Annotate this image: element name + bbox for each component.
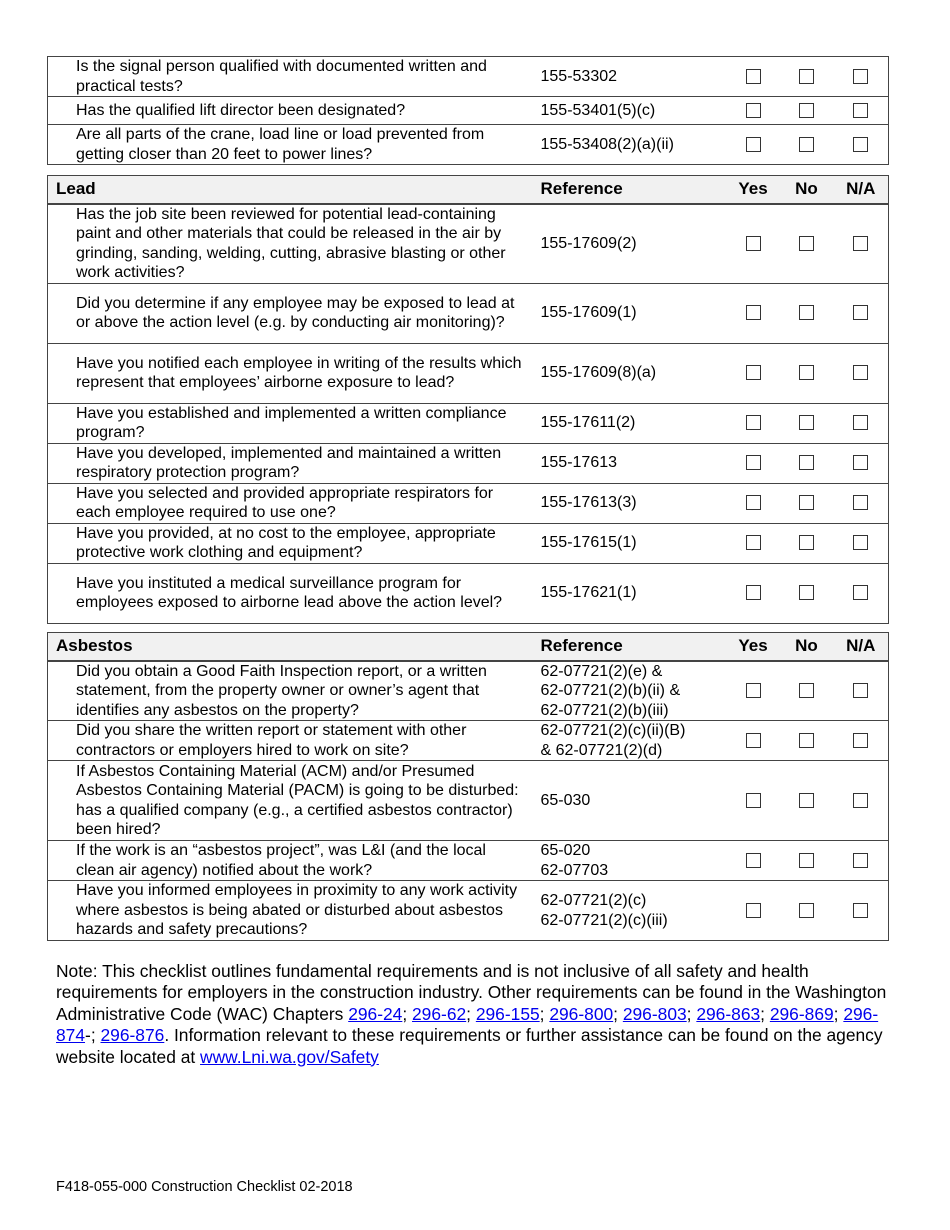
reference-cell [535,661,727,721]
yes-checkbox[interactable] [746,733,761,748]
wac-chapter-link[interactable]: 296-874 [56,1003,879,1046]
link-separator: ; [466,1003,476,1024]
na-checkbox-cell [834,57,889,97]
yes-checkbox-cell [727,483,780,523]
na-checkbox-cell [834,343,889,403]
yes-checkbox[interactable] [746,455,761,470]
checklist-row [48,283,889,343]
yes-checkbox-cell [727,125,780,165]
no-checkbox[interactable] [799,69,814,84]
yes-checkbox[interactable] [746,535,761,550]
na-column-header: N/A [834,176,889,204]
yes-column-header: Yes [727,633,780,661]
na-checkbox-cell [834,403,889,443]
na-checkbox[interactable] [853,415,868,430]
checklist-row [48,881,889,941]
form-footer-id: F418-055-000 Construction Checklist 02-2018 [56,1179,353,1195]
no-checkbox-cell [780,661,834,721]
category-heading: Lead [48,176,535,204]
yes-checkbox-cell [727,343,780,403]
no-checkbox[interactable] [799,236,814,251]
reference-cell: 155-17613 [535,443,727,483]
na-checkbox[interactable] [853,236,868,251]
reference-cell: 155-17611(2) [535,403,727,443]
no-checkbox-cell [780,97,834,125]
reference-line: 65-020 [540,842,591,859]
no-checkbox[interactable] [799,305,814,320]
na-checkbox[interactable] [853,69,868,84]
checklist-row [48,443,889,483]
no-checkbox-cell [780,403,834,443]
yes-checkbox[interactable] [746,415,761,430]
reference-cell [535,841,727,881]
no-checkbox[interactable] [799,103,814,118]
link-separator: ; [539,1003,550,1024]
no-checkbox[interactable] [799,415,814,430]
no-checkbox[interactable] [799,853,814,868]
no-checkbox[interactable] [799,535,814,550]
na-checkbox-cell [834,483,889,523]
yes-column-header: Yes [727,176,780,204]
wac-chapter-link[interactable]: 296-62 [412,1003,467,1024]
wac-chapter-link[interactable]: 296-803 [622,1003,687,1024]
question-text: Did you determine if any employee may be exposed to lead at or above the action level (e.g. by conducting air monitoring)? [48,283,535,343]
na-checkbox[interactable] [853,903,868,918]
note-outro-text: . Information relevant to these requirements or further assistance can be found on the agency website located at [56,1025,883,1067]
checklist-row [48,403,889,443]
na-checkbox[interactable] [853,683,868,698]
question-text: Did you obtain a Good Faith Inspection report, or a written statement, from the property owner or owner’s agent that identifies any asbestos on the property? [76,662,487,719]
no-checkbox-cell [780,841,834,881]
reference-cell: 155-17609(2) [540,234,637,252]
reference-cell [535,721,727,761]
yes-checkbox-cell [727,841,780,881]
no-checkbox-cell [780,204,834,284]
yes-checkbox-cell [727,661,780,721]
yes-checkbox[interactable] [746,305,761,320]
question-text: Have you established and implemented a written compliance program? [48,403,535,443]
link-separator: ; [613,1003,623,1024]
na-checkbox-cell [834,283,889,343]
yes-checkbox[interactable] [746,683,761,698]
note-paragraph [56,961,896,1068]
na-checkbox-cell [834,881,889,941]
yes-checkbox[interactable] [746,853,761,868]
question-text: If Asbestos Containing Material (ACM) and/or Presumed Asbestos Containing Material (PACM) is going to be disturbed: has a qualified company (e.g., a certified asbestos contractor) been hired? [48,761,535,841]
checklist-row [48,97,889,125]
checklist-row [48,125,889,165]
no-checkbox[interactable] [799,585,814,600]
note-intro-text: Note: This checklist outlines fundamental requirements and is not inclusive of all safety and health requirements for employers in the construction industry. Other requirements can be found in the Washington Administrative Code (WAC) Chapters [56,961,887,1024]
yes-checkbox[interactable] [746,103,761,118]
question-text: Have you selected and provided appropriate respirators for each employee required to use one? [48,483,535,523]
question-text: Has the job site been reviewed for potential lead-containing paint and other materials that could be released in the air by grinding, sanding, welding, cutting, abrasive blasting or other work activities? [76,205,506,281]
link-separator: ; [760,1003,770,1024]
agency-website-link[interactable]: www.Lni.wa.gov/Safety [200,1046,379,1067]
no-checkbox-cell [780,761,834,841]
no-checkbox-cell [780,57,834,97]
reference-cell: 155-17615(1) [535,523,727,563]
no-column-header: No [780,633,834,661]
checklist-row [48,761,889,841]
link-separator: ; [402,1003,413,1024]
no-checkbox-cell [780,721,834,761]
no-checkbox[interactable] [799,495,814,510]
yes-checkbox[interactable] [746,495,761,510]
reference-line: 62-07721(2)(b)(iii) [540,701,669,719]
question-text: Have you developed, implemented and maintained a written respiratory protection program? [48,443,535,483]
checklist-row [48,721,889,761]
asbestos-checklist-table [47,632,889,941]
reference-column-header: Reference [535,176,727,204]
no-checkbox-cell [780,563,834,623]
lead-header-row [48,176,889,204]
checklist-row [48,661,889,721]
yes-checkbox[interactable] [746,793,761,808]
yes-checkbox[interactable] [746,69,761,84]
question-text: Did you share the written report or statement with other contractors or employers hired to work on site? [48,721,535,761]
reference-line: 62-07721(2)(c)(ii)(B) [540,722,686,739]
na-checkbox[interactable] [853,495,868,510]
reference-cell: 155-53408(2)(a)(ii) [535,125,727,165]
reference-cell: 155-17621(1) [535,563,727,623]
na-checkbox-cell [834,841,889,881]
checklist-row [48,563,889,623]
question-text: Are all parts of the crane, load line or load prevented from getting closer than 20 feet to power lines? [48,125,535,165]
na-checkbox[interactable] [853,733,868,748]
no-checkbox[interactable] [799,455,814,470]
na-checkbox-cell [834,661,889,721]
no-checkbox-cell [780,483,834,523]
na-checkbox[interactable] [853,305,868,320]
wac-chapter-link[interactable]: 296-800 [549,1003,614,1024]
na-checkbox-cell [834,125,889,165]
no-checkbox[interactable] [799,683,814,698]
question-text: Have you provided, at no cost to the employee, appropriate protective work clothing and equipment? [48,523,535,563]
no-checkbox[interactable] [799,137,814,152]
wac-chapter-link[interactable]: 296-863 [696,1003,761,1024]
reference-line: 62-07721(2)(c)(iii) [540,911,668,929]
no-checkbox-cell [780,283,834,343]
yes-checkbox-cell [727,881,780,941]
na-checkbox-cell [834,563,889,623]
wac-chapter-link[interactable]: 296-876 [100,1025,165,1046]
wac-chapter-link[interactable]: 296-24 [348,1003,403,1024]
question-text: Have you notified each employee in writing of the results which represent that employees’ airborne exposure to lead? [48,343,535,403]
reference-cell: 155-53401(5)(c) [535,97,727,125]
yes-checkbox-cell [727,721,780,761]
wac-chapter-link[interactable]: 296-869 [769,1003,834,1024]
checklist-row [48,343,889,403]
reference-cell [535,881,727,941]
no-checkbox-cell [780,523,834,563]
na-checkbox-cell [834,761,889,841]
checklist-row [48,483,889,523]
reference-line: 62-07703 [540,861,609,879]
no-column-header: No [780,176,834,204]
na-checkbox[interactable] [853,103,868,118]
yes-checkbox[interactable] [746,137,761,152]
na-checkbox-cell [834,523,889,563]
na-checkbox-cell [834,443,889,483]
no-checkbox[interactable] [799,733,814,748]
yes-checkbox-cell [727,283,780,343]
na-checkbox-cell [834,721,889,761]
no-checkbox-cell [780,125,834,165]
question-text: Have you instituted a medical surveillance program for employees exposed to airborne lead above the action level? [48,563,535,623]
na-checkbox[interactable] [853,793,868,808]
no-checkbox[interactable] [799,793,814,808]
na-checkbox-cell [834,97,889,125]
reference-cell: 155-17613(3) [535,483,727,523]
yes-checkbox-cell [727,204,780,284]
checklist-row [48,523,889,563]
yes-checkbox[interactable] [746,236,761,251]
checklist-row [48,841,889,881]
yes-checkbox[interactable] [746,585,761,600]
reference-cell: 155-17609(1) [535,283,727,343]
yes-checkbox-cell [727,403,780,443]
reference-cell: 155-17609(8)(a) [535,343,727,403]
na-checkbox-cell [834,204,889,284]
checklist-row [48,57,889,97]
yes-checkbox-cell [727,523,780,563]
question-text: If the work is an “asbestos project”, was L&I (and the local clean air agency) notified about the work? [48,841,535,881]
reference-line: 62-07721(2)(b)(ii) & [540,682,681,699]
crane-checklist-table [47,56,889,165]
link-separator: ; [833,1003,844,1024]
yes-checkbox-cell [727,761,780,841]
reference-line: 65-030 [540,791,591,809]
yes-checkbox-cell [727,57,780,97]
link-separator: ; [686,1003,697,1024]
no-checkbox[interactable] [799,365,814,380]
link-separator: ; [90,1025,101,1046]
yes-checkbox[interactable] [746,365,761,380]
reference-cell: 155-53302 [540,67,618,85]
no-checkbox[interactable] [799,903,814,918]
na-column-header: N/A [834,633,889,661]
na-checkbox[interactable] [853,535,868,550]
no-checkbox-cell [780,343,834,403]
reference-line: 62-07721(2)(c) [540,892,647,909]
reference-column-header: Reference [535,633,727,661]
na-checkbox[interactable] [853,365,868,380]
no-checkbox-cell [780,881,834,941]
question-text: Is the signal person qualified with documented written and practical tests? [76,58,487,95]
yes-checkbox-cell [727,563,780,623]
no-checkbox-cell [780,443,834,483]
question-text: Has the qualified lift director been designated? [48,97,535,125]
reference-line: & 62-07721(2)(d) [540,741,663,759]
yes-checkbox-cell [727,443,780,483]
reference-line: 62-07721(2)(e) & [540,662,663,680]
yes-checkbox[interactable] [746,903,761,918]
reference-cell [535,761,727,841]
wac-chapter-link[interactable]: 296-155 [475,1003,540,1024]
na-checkbox[interactable] [853,853,868,868]
question-text: Have you informed employees in proximity to any work activity where asbestos is being abated or disturbed about asbestos hazards and safety precautions? [48,881,535,941]
na-checkbox[interactable] [853,455,868,470]
asbestos-header-row [48,633,889,661]
checklist-row [48,204,889,284]
category-heading: Asbestos [48,633,535,661]
yes-checkbox-cell [727,97,780,125]
link-suffix: - [85,1025,91,1046]
lead-checklist-table [47,175,889,624]
na-checkbox[interactable] [853,585,868,600]
na-checkbox[interactable] [853,137,868,152]
